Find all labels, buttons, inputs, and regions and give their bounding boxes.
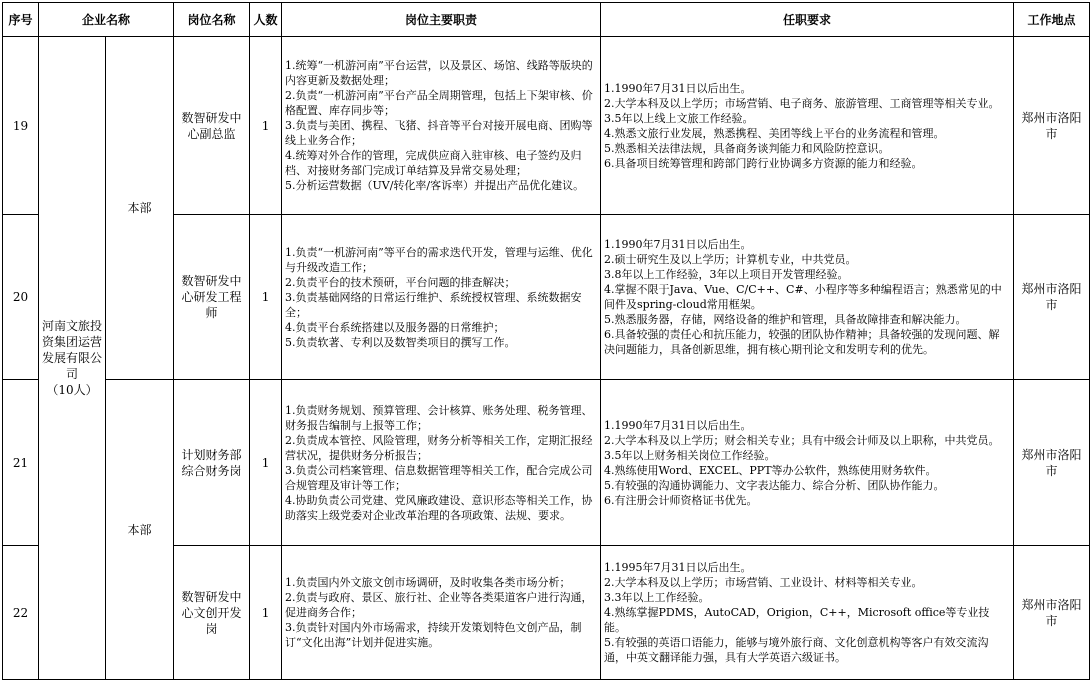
location-cell: 郑州市洛阳市 [1014,380,1090,546]
requirement-item: 5.有较强的沟通协调能力、文字表达能力、综合分析、团队协作能力。 [604,478,945,492]
duty-item: 2.负责与政府、景区、旅行社、企业等各类渠道客户进行沟通，促进商务合作； [285,591,593,619]
company-name: 河南文旅投资集团运营发展有限公司 [42,319,103,381]
department-cell: 本部 [106,37,174,380]
duty-item: 4.协助负责公司党建、党风廉政建设、意识形态等相关工作，协助落实上级党委对企业改革治理的各项政策、法规、要求。 [285,493,593,522]
company-cell [39,37,106,680]
location-cell: 郑州市洛阳市 [1014,546,1090,680]
requirement-item: 5.有较强的英语口语能力，能够与境外旅行商、文化创意机构等客户有效交流沟通，中英文翻译能力强，具有大学英语六级证书。 [604,636,989,664]
requirement-item: 3.3年以上工作经验。 [604,591,710,604]
count-cell: 1 [250,215,282,380]
requirement-item: 6.具备较强的责任心和抗压能力，较强的团队协作精神；具备较强的发现问题、解决问题能力，具备创新思维，拥有核心期刊论文和发明专利的优先。 [604,328,1000,356]
duty-item: 1.负责“一机游河南”等平台的需求迭代开发，管理与运维、优化与升级改造工作； [285,245,593,274]
requirement-item: 3.8年以上工作经验，3年以上项目开发管理经验。 [604,268,849,281]
duty-item: 3.负责公司档案管理、信息数据管理等相关工作，配合完成公司合规管理及审计等工作； [285,463,593,492]
duty-item: 2.负责“一机游河南”平台产品全周期管理，包括上下架审核、价格配置、库存同步等； [285,89,593,117]
duty-item: 4.统筹对外合作的管理，完成供应商入驻审核、电子签约及归档、对接财务部门完成订单结算及异常交易处理； [285,149,582,177]
count-cell: 1 [250,546,282,680]
requirement-item: 5.熟悉相关法律法规，具备商务谈判能力和风险防控意识。 [604,141,890,155]
requirement-item: 1.1990年7月31日以后出生。 [604,418,752,432]
header-requirements: 任职要求 [601,3,1014,37]
requirement-item: 4.熟悉文旅行业发展，熟悉携程、美团等线上平台的业务流程和管理。 [604,126,945,140]
position-cell: 数智研发中心文创开发岗 [174,546,250,680]
duty-item: 1.负责财务规划、预算管理、会计核算、账务处理、税务管理、财务报告编制与上报等工作； [285,403,593,432]
location-cell: 郑州市洛阳市 [1014,37,1090,215]
requirement-item: 4.掌握不限于Java、Vue、C/C++、C#、小程序等多种编程语言；熟悉常见的中间件及spring-cloud常用框架。 [604,283,1002,311]
requirement-item: 1.1990年7月31日以后出生。 [604,238,752,251]
duty-item: 5.分析运营数据（UV/转化率/客诉率）并提出产品优化建议。 [285,179,585,192]
requirement-item: 1.1995年7月31日以后出生。 [604,561,752,574]
row-seq: 22 [3,546,39,680]
requirement-item: 2.硕士研究生及以上学历；计算机专业，中共党员。 [604,253,857,266]
duty-item: 4.负责平台系统搭建以及服务器的日常维护； [285,320,505,334]
header-company: 企业名称 [39,3,174,37]
location-cell: 郑州市洛阳市 [1014,215,1090,380]
requirements-cell [601,215,1014,380]
recruitment-table [2,2,1090,680]
duty-item: 3.负责针对国内外市场需求，持续开发策划特色文创产品，制订“文化出海”计划并促进实施。 [285,621,582,649]
company-quota: （10人） [46,383,98,397]
requirement-item: 2.大学本科及以上学历；财会相关专业；具有中级会计师及以上职称，中共党员。 [604,433,1000,447]
header-seq: 序号 [3,3,39,37]
table-row [3,380,1090,546]
duties-cell [282,37,601,215]
duty-item: 5.负责软著、专利以及数智类项目的撰写工作。 [285,335,516,349]
header-position: 岗位名称 [174,3,250,37]
duty-item: 2.负责成本管控、风险管理，财务分析等相关工作，定期汇报经营状况，提供财务分析报告； [285,433,593,462]
requirement-item: 1.1990年7月31日以后出生。 [604,81,752,95]
duties-cell [282,380,601,546]
requirements-cell [601,37,1014,215]
requirement-item: 3.5年以上财务相关岗位工作经验。 [604,448,776,462]
position-cell: 数智研发中心研发工程师 [174,215,250,380]
position-cell: 数智研发中心副总监 [174,37,250,215]
row-seq: 19 [3,37,39,215]
duty-item: 1.负责国内外文旅文创市场调研，及时收集各类市场分析； [285,576,571,589]
requirement-item: 4.熟练使用Word、EXCEL、PPT等办公软件，熟练使用财务软件。 [604,463,937,477]
count-cell: 1 [250,380,282,546]
requirements-cell [601,380,1014,546]
table-row [3,37,1090,215]
requirement-item: 3.5年以上线上文旅工作经验。 [604,111,754,125]
duty-item: 2.负责平台的技术预研，平台问题的排查解决； [285,275,516,289]
row-seq: 21 [3,380,39,546]
count-cell: 1 [250,37,282,215]
requirement-item: 2.大学本科及以上学历；市场营销、工业设计、材料等相关专业。 [604,576,923,589]
requirement-item: 2.大学本科及以上学历；市场营销、电子商务、旅游管理、工商管理等相关专业。 [604,96,1000,110]
department-cell: 本部 [106,380,174,680]
requirement-item: 5.熟悉服务器，存储，网络设备的维护和管理，具备故障排查和解决能力。 [604,313,967,326]
duty-item: 1.统筹“一机游河南”平台运营，以及景区、场馆、线路等版块的内容更新及数据处理； [285,59,593,87]
duties-cell [282,546,601,680]
requirement-item: 6.有注册会计师资格证书优先。 [604,493,758,507]
header-duties: 岗位主要职责 [282,3,601,37]
requirement-item: 4.熟练掌握PDMS，AutoCAD，Origion，C++，Microsoft office等专业技能。 [604,606,990,634]
header-row [3,3,1090,37]
duty-item: 3.负责基础网络的日常运行维护、系统授权管理、系统数据安全； [285,290,582,319]
requirement-item: 6.具备项目统筹管理和跨部门跨行业协调多方资源的能力和经验。 [604,156,923,170]
duties-cell [282,215,601,380]
header-location: 工作地点 [1014,3,1090,37]
duty-item: 3.负责与美团、携程、飞猪、抖音等平台对接开展电商、团购等线上业务合作； [285,119,593,147]
requirements-cell [601,546,1014,680]
header-count: 人数 [250,3,282,37]
position-cell: 计划财务部综合财务岗 [174,380,250,546]
row-seq: 20 [3,215,39,380]
